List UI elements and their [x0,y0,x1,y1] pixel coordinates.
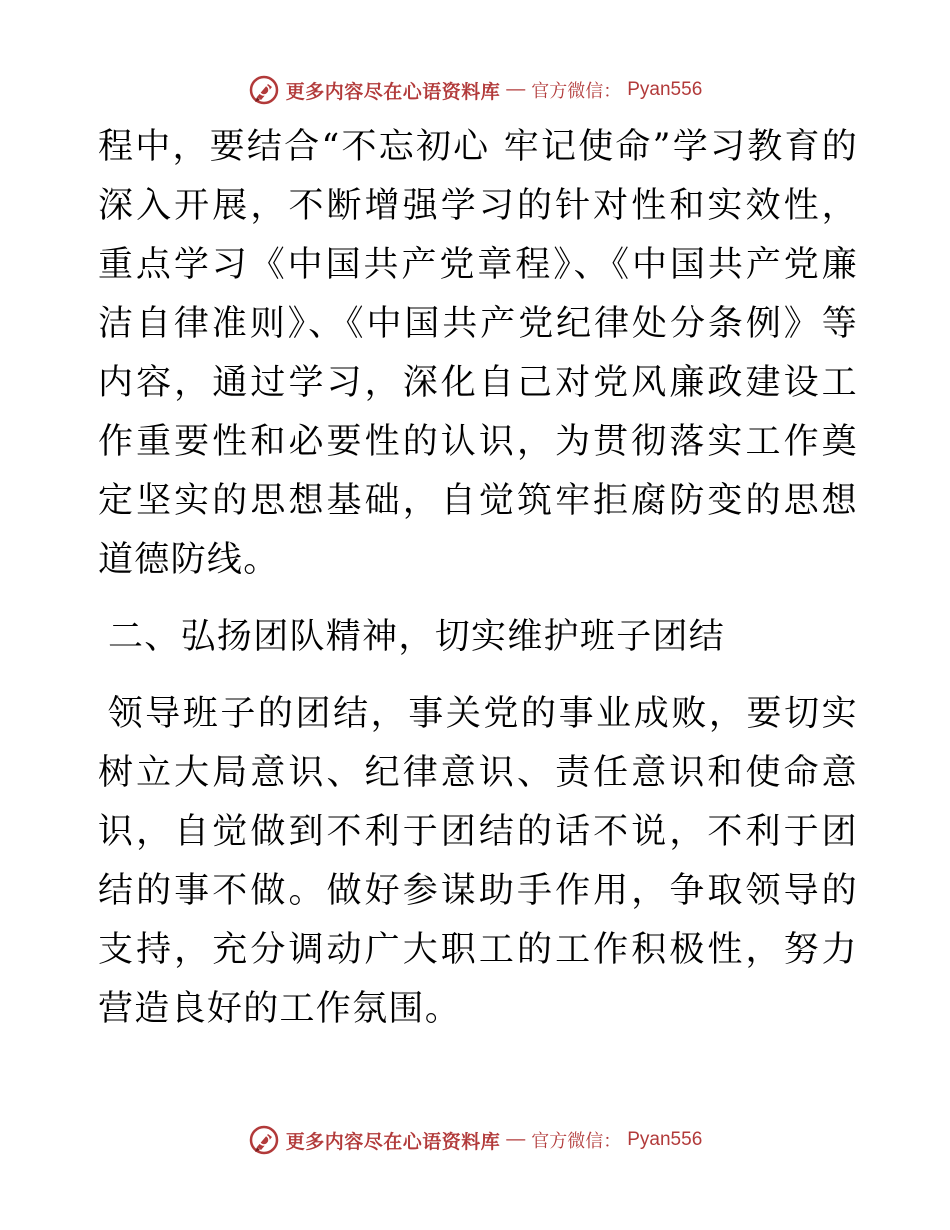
watermark-wechat-label: 官方微信： [531,1131,622,1152]
watermark-wechat-id: Pyan556 [627,1129,703,1150]
watermark-wechat-label: 官方微信： [531,81,622,102]
pen-circle-logo-icon [248,1124,280,1156]
watermark-brand-text: 更多内容尽在心语资料库 [285,80,501,103]
watermark-brand-text: 更多内容尽在心语资料库 [285,1130,501,1153]
body-paragraph-1: 程中，要结合“不忘初心 牢记使命”学习教育的深入开展，不断增强学习的针对性和实效性，重点学习《中国共产党章程》、《中国共产党廉洁自律准则》、《中国共产党纪律处分条例》等内容，通过学习，深化自己对党风廉政建设工作重要性和必要性的认识，为贯彻落实工作奠定坚实的思想基础，自觉筑牢拒腐防变的思想道德防线。 [98,127,858,580]
pen-circle-logo-icon [248,74,280,106]
body-paragraph-2 [98,685,858,1039]
watermark-separator: — [506,79,526,100]
watermark-separator: — [506,1129,526,1150]
footer-watermark [0,1120,950,1160]
watermark-wechat-id: Pyan556 [627,79,703,100]
header-watermark [0,70,950,110]
body-paragraph-2-text: 领导班子的团结，事关党的事业成败，要切实树立大局意识、纪律意识、责任意识和使命意识，自觉做到不利于团结的话不说，不利于团结的事不做。做好参谋助手作用，争取领导的支持，充分调动广大职工的工作积极性，努力营造良好的工作氛围。 [98,694,858,1029]
section-heading-2: 二、弘扬团队精神，切实维护班子团结 [108,617,726,657]
document-body [98,118,858,1039]
